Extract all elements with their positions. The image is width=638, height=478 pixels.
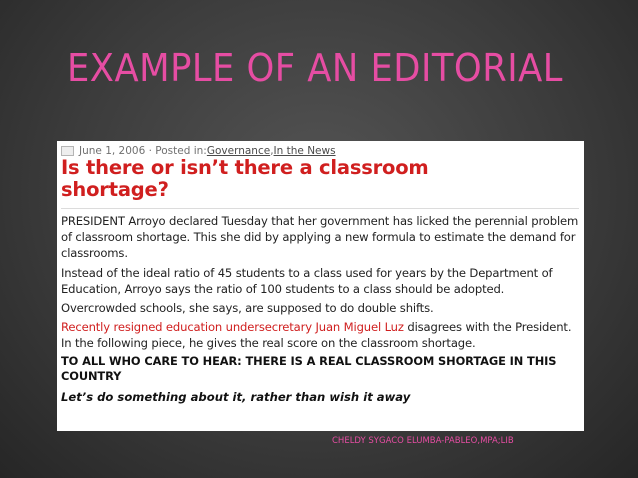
- comment-icon: [61, 146, 74, 156]
- article-headline: [61, 157, 576, 201]
- headline-line-1: Is there or isn’t there a classroom: [61, 156, 429, 179]
- category-separator: ,: [270, 145, 274, 157]
- paragraph-4: [61, 319, 581, 351]
- post-date: June 1, 2006 · Posted in:: [79, 145, 207, 157]
- slide-title: EXAMPLE OF AN EDITORIAL: [67, 46, 563, 90]
- footer-credit: CHELDY SYGACO ELUMBA-PABLEO,MPA;LIB: [332, 436, 514, 446]
- italic-statement: Let’s do something about it, rather than wish it away: [61, 390, 411, 404]
- category-link-governance[interactable]: Governance: [206, 145, 271, 157]
- category-link-in-the-news[interactable]: In the News: [273, 145, 336, 157]
- paragraph-3: Overcrowded schools, she says, are supposed to do double shifts.: [61, 301, 434, 315]
- headline-divider: [61, 208, 579, 209]
- paragraph-4-text: disagrees with the President. In the following piece, he gives the real score on the classroom shortage.: [61, 320, 572, 350]
- paragraph-1: PRESIDENT Arroyo declared Tuesday that her government has licked the perennial problem of classroom shortage. This she did by applying a new formula to estimate the demand for classrooms.: [61, 214, 579, 260]
- paragraph-2: Instead of the ideal ratio of 45 students to a class used for years by the Department of Education, Arroyo says the ratio of 100 students to a class should be adopted.: [61, 266, 553, 296]
- undersecretary-link[interactable]: Recently resigned education undersecretary Juan Miguel Luz: [61, 320, 404, 334]
- bold-statement: TO ALL WHO CARE TO HEAR: THERE IS A REAL CLASSROOM SHORTAGE IN THIS COUNTRY: [61, 354, 557, 383]
- headline-line-2: shortage?: [61, 178, 169, 201]
- editorial-article-clipping: [57, 141, 584, 431]
